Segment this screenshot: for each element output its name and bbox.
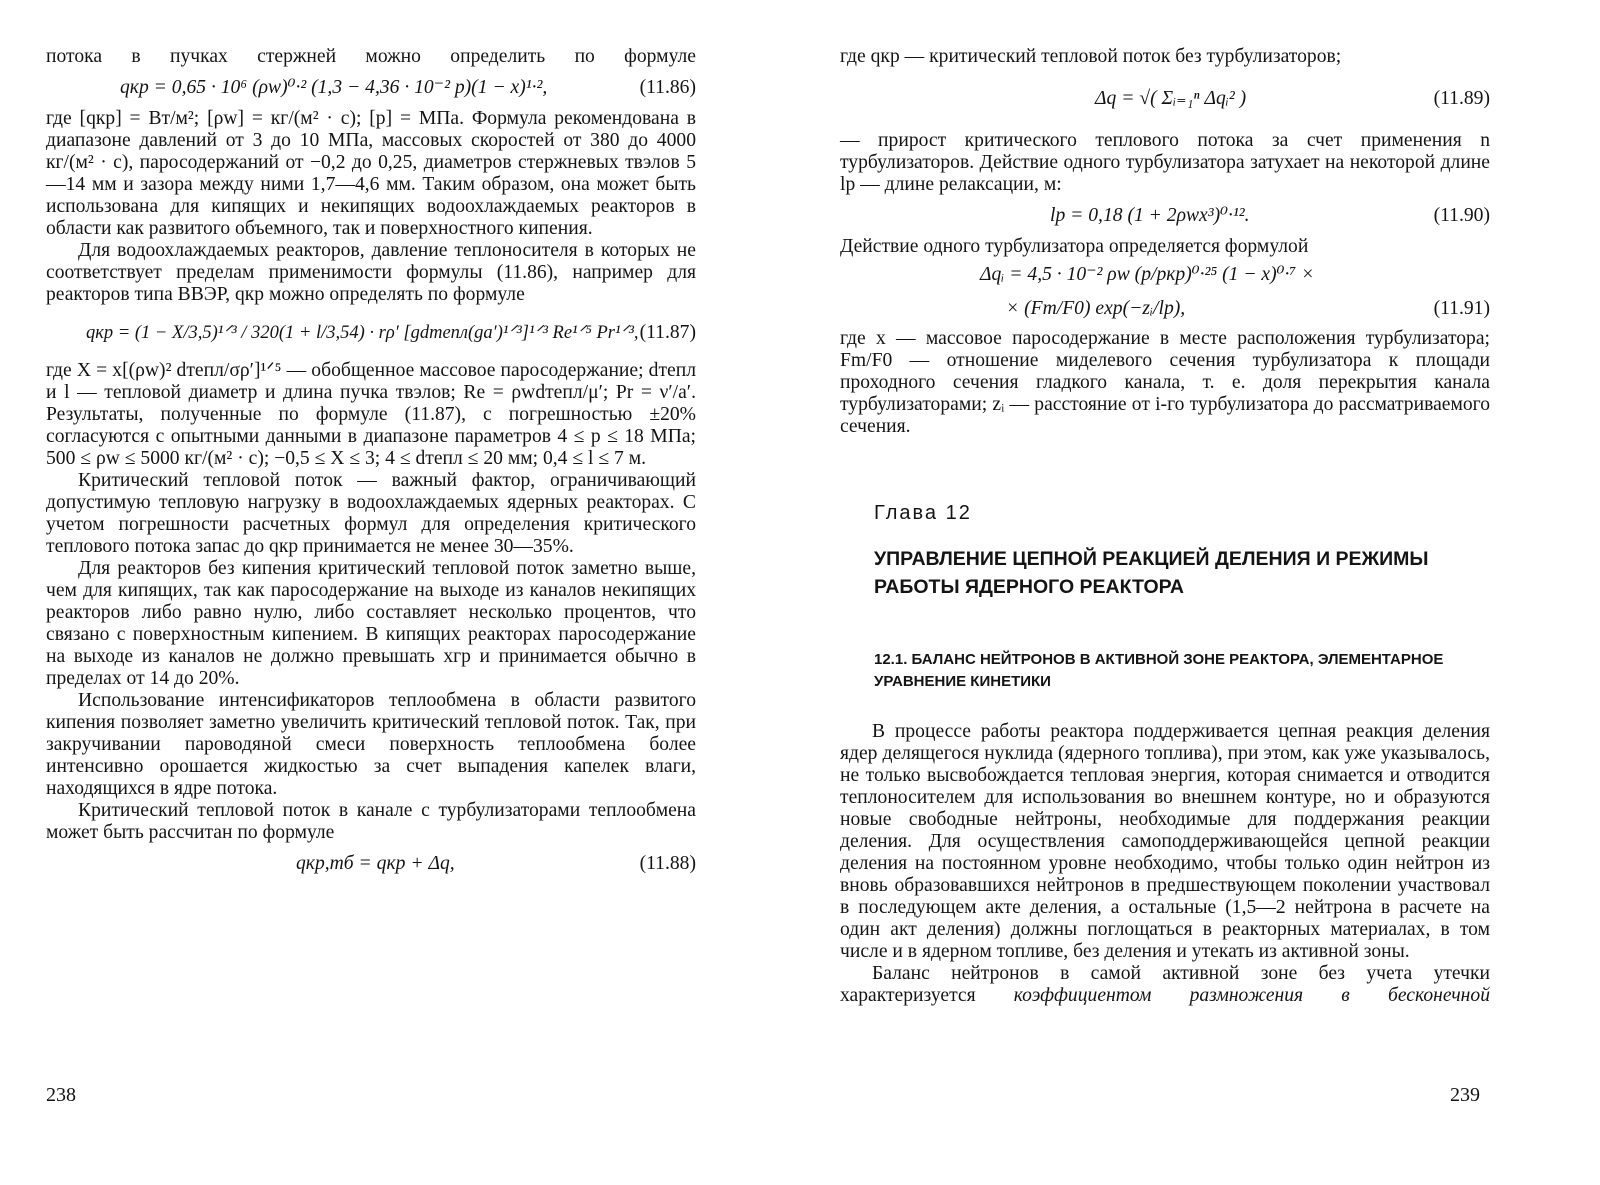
equation-expression: lр = 0,18 (1 + 2ρwx³)⁰·¹². [1050, 205, 1250, 226]
equation-11-86 [46, 68, 696, 108]
paragraph: В процессе работы реактора поддерживается цепная реакция деления ядер делящегося нуклида (ядерного топлива), при этом, как уже указывалось, не только высвобождается тепловая энергия, которая снимается и отводится теплоносителем для использования во внешнем контуре, но и образуются новые свободные нейтроны, необходимые для поддержания реакции деления. Для осуществления самоподдерживающейся цепной реакции деления на постоянном уровне необходимо, чтобы только один нейтрон из вновь образовавшихся нейтронов в предшествующем поколении участвовал в последующем акте деления, а остальные (1,5—2 нейтрона в расчете на один акт деления) должны поглощаться в реакторных материалах, в том числе и в ядерном топливе, без деления и утекать из активной зоны. [840, 721, 1490, 962]
right-page-text-column [840, 46, 1490, 1007]
paragraph: Критический тепловой поток — важный фактор, ограничивающий допустимую тепловую нагрузку в водоохлаждаемых ядерных реакторах. С учетом погрешности расчетных формул для определения критического теплового потока запас до qкр принимается не менее 30—35%. [46, 470, 696, 557]
paragraph: где [qкр] = Вт/м²; [ρw] = кг/(м² · с); [p] = МПа. Формула рекомендована в диапазоне давлений от 3 до 10 МПа, массовых скоростей от 380 до 4000 кг/(м² · с), паросодержаний от −0,2 до 0,25, диаметров стержневых твэлов 5—14 мм и зазора между ними 1,7—4,6 мм. Таким образом, она может быть использована для кипящих и некипящих водоохлаждаемых реакторов в области как развитого объемного, так и поверхностного кипения. [46, 108, 696, 239]
equation-number: (11.89) [1433, 88, 1490, 109]
chapter-label: Глава 12 [874, 502, 972, 524]
left-page-text-column [46, 46, 696, 884]
equation-expression: Δq = √( Σᵢ₌₁ⁿ Δqᵢ² ) [1095, 88, 1247, 109]
equation-number: (11.87) [639, 322, 696, 343]
equation-expression-line-2: × (Fm/F0) exp(−zᵢ/lр), [1006, 298, 1186, 319]
paragraph: потока в пучках стержней можно определить по формуле [46, 46, 696, 67]
right-page [800, 0, 1600, 1185]
paragraph [840, 963, 1490, 1007]
italic-term: коэффициентом размножения в бесконечной [1013, 985, 1490, 1006]
paragraph: где X = x[(ρw)² dтепл/σρ′]¹ᐟ⁵ — обобщенное массовое паросодержание; dтепл и l — тепловой диаметр и длина пучка твэлов; Re = ρwdтепл/μ′; Pr = ν′/a′. Результаты, полученные по формуле (11.87), с погрешностью ±20% согласуются с опытными данными в диапазоне параметров 4 ≤ p ≤ 18 МПа; 500 ≤ ρw ≤ 5000 кг/(м² · с); −0,5 ≤ X ≤ 3; 4 ≤ dтепл ≤ 20 мм; 0,4 ≤ l ≤ 7 м. [46, 360, 696, 469]
paragraph: где x — массовое паросодержание в месте расположения турбулизатора; Fm/F0 — отношение миделевого сечения турбулизатора к площади проходного сечения гладкого канала, т. е. доля перекрытия канала турбулизаторами; zᵢ — расстояние от i-го турбулизатора до рассматриваемого сечения. [840, 328, 1490, 437]
equation-expression-line-1: Δqᵢ = 4,5 · 10⁻² ρw (p/pкр)⁰·²⁵ (1 − x)⁰·⁷ × [980, 264, 1315, 285]
equation-number: (11.90) [1433, 205, 1490, 226]
equation-11-90 [840, 196, 1490, 236]
equation-expression: qкр,тб = qкр + Δq, [296, 853, 455, 874]
paragraph: Использование интенсификаторов теплообмена в области развитого кипения позволяет заметно увеличить критический тепловой поток. Так, при закручивании пароводяной смеси поверхность теплообмена более интенсивно орошается жидкостью за счет выпадения капелек влаги, находящихся в ядре потока. [46, 690, 696, 799]
paragraph: Действие одного турбулизатора определяется формулой [840, 236, 1309, 257]
spacer [840, 438, 1490, 502]
paragraph-text: Баланс нейтронов в самой активной зоне без учета утечки характеризуется [840, 963, 1490, 1006]
equation-11-91 [840, 258, 1490, 328]
equation-11-89 [840, 68, 1490, 130]
equation-expression: qкр = 0,65 · 10⁶ (ρw)⁰·² (1,3 − 4,36 · 10⁻² p)(1 − x)¹·², [120, 77, 548, 98]
paragraph: Для водоохлаждаемых реакторов, давление теплоносителя в которых не соответствует пределам применимости формулы (11.86), например для реакторов типа ВВЭР, qкр можно определять по формуле [46, 240, 696, 305]
chapter-title: УПРАВЛЕНИЕ ЦЕПНОЙ РЕАКЦИЕЙ ДЕЛЕНИЯ И РЕЖИМЫ РАБОТЫ ЯДЕРНОГО РЕАКТОРА [874, 548, 1429, 598]
equation-number: (11.91) [1433, 298, 1490, 319]
equation-number: (11.86) [639, 77, 696, 98]
paragraph: где qкр — критический тепловой поток без турбулизаторов; [840, 46, 1342, 67]
section-title: 12.1. БАЛАНС НЕЙТРОНОВ В АКТИВНОЙ ЗОНЕ РЕАКТОРА, ЭЛЕМЕНТАРНОЕ УРАВНЕНИЕ КИНЕТИКИ [874, 651, 1444, 690]
paragraph: Для реакторов без кипения критический тепловой поток заметно выше, чем для кипящих, так как паросодержание на выходе из каналов некипящих реакторов либо равно нулю, либо составляет несколько процентов, что связано с поверхностным кипением. В кипящих реакторах паросодержание на выходе из каналов не должно превышать xгр и принимается обычно в пределах от 14 до 20%. [46, 558, 696, 689]
equation-number: (11.88) [639, 853, 696, 874]
equation-11-87 [46, 306, 696, 360]
equation-11-88 [46, 844, 696, 884]
paragraph: — прирост критического теплового потока за счет применения n турбулизаторов. Действие одного турбулизатора затухает на некоторой длине lр — длине релаксации, м: [840, 130, 1490, 195]
equation-expression: qкр = (1 − X/3,5)¹ᐟ³ / 320(1 + l/3,54) · rρ′ [gdтепл(ga′)¹ᐟ³]¹ᐟ³ Re¹ᐟ⁵ Pr¹ᐟ³, [86, 323, 639, 343]
page-number: 238 [46, 1084, 76, 1106]
page-number: 239 [1450, 1084, 1480, 1106]
paragraph: Критический тепловой поток в канале с турбулизаторами теплообмена может быть рассчитан по формуле [46, 800, 696, 843]
